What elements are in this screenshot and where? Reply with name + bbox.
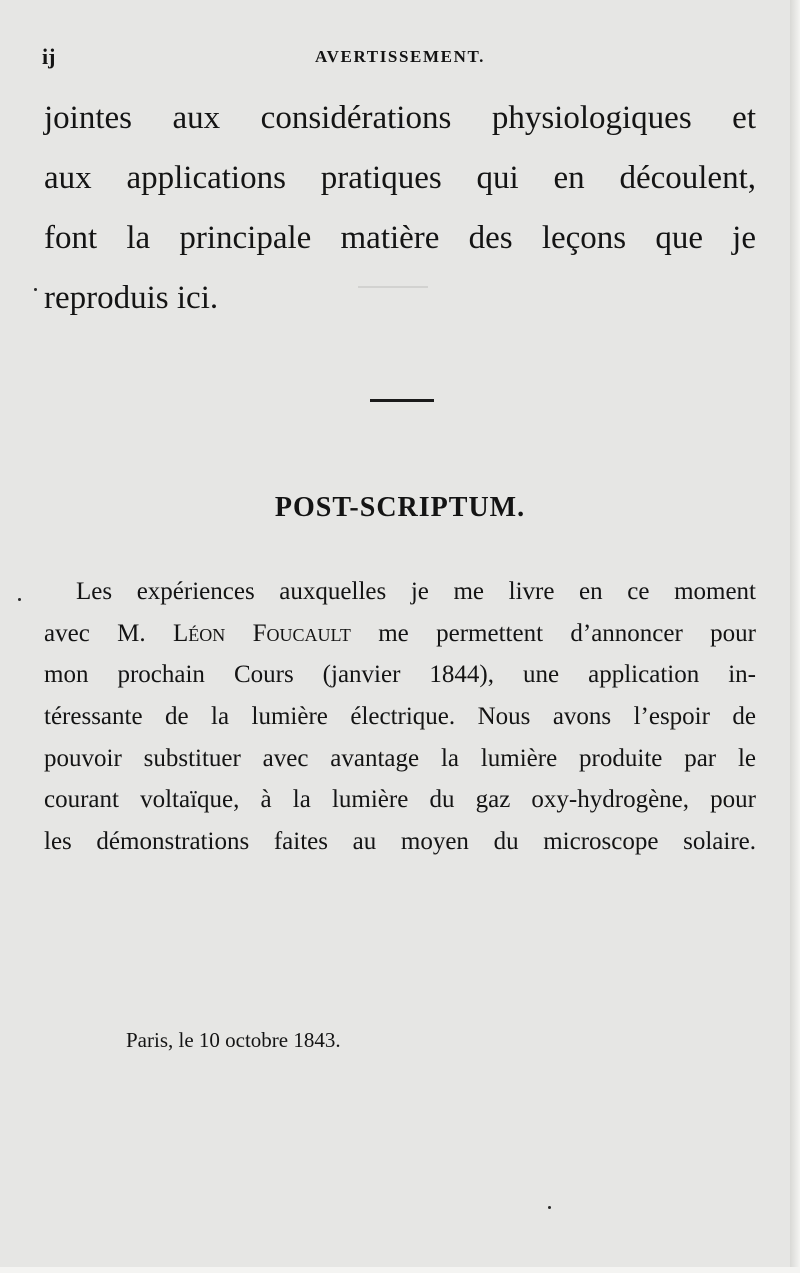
text-line: les démonstrations faites au moyen du microscope solaire. [44,828,756,856]
section-divider [370,399,434,402]
postscript-title: POST-SCRIPTUM. [274,492,526,523]
print-speck [34,288,37,291]
page-edge-bottom [0,1267,800,1273]
text-fragment: avec M. [44,619,146,647]
text-line: reproduis ici. [44,280,219,316]
text-line: font la principale matière des leçons que je [44,220,756,256]
print-speck [548,1206,551,1209]
running-title: AVERTISSEMENT. [315,47,485,66]
text-line: téressante de la lumière électrique. Nous avons l’espoir de [44,703,756,731]
text-line: mon prochain Cours (janvier 1844), une application in- [44,661,756,689]
page-edge-right [790,0,800,1273]
dateline: Paris, le 10 octobre 1843. [126,1028,341,1052]
text-fragment: me permettent d’annoncer pour [378,619,756,647]
text-line: pouvoir substituer avec avantage la lumière produite par le [44,744,756,772]
bleed-through-texture [36,355,766,411]
postscript-paragraph [44,571,756,863]
text-line: courant voltaïque, à la lumière du gaz oxy-hydrogène, pour [44,786,756,814]
running-head [40,44,760,72]
continued-paragraph [44,88,756,328]
person-name: Léon Foucault [172,619,351,647]
text-line: Les expériences auxquelles je me livre en ce moment [76,578,756,605]
text-line: aux applications pratiques qui en découlent, [44,160,756,196]
text-line: jointes aux considérations physiologiques et [44,100,756,136]
page-number: ij [42,44,56,69]
print-speck [18,598,21,601]
text-line [44,613,756,655]
